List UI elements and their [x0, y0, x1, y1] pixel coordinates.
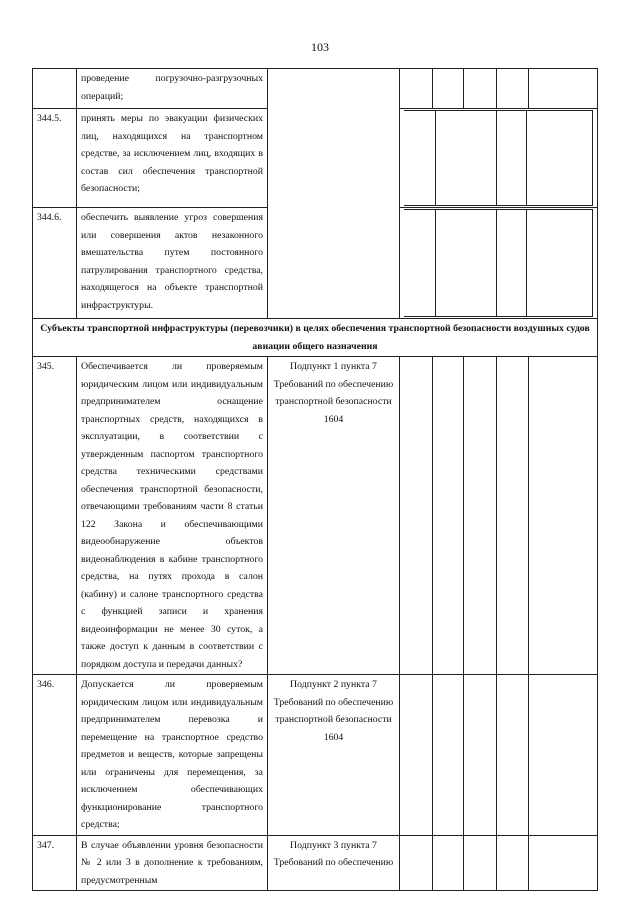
requirements-table [32, 68, 598, 891]
answer-cell [400, 675, 433, 836]
answer-cell [497, 357, 529, 675]
question-text: проведение погрузочно-разгрузочных операций; [77, 69, 268, 109]
answer-cell [529, 357, 598, 675]
answer-cell [464, 835, 497, 891]
requirement-reference: Подпункт 1 пункта 7 Требований по обеспечению транспортной безопасности 1604 [268, 357, 400, 675]
question-text: Обеспечивается ли проверяемым юридическим лицом или индивидуальным предпринимателем оснащение транспортных средств, находящихся в эксплуатации, в соответствии с утвержденным паспортом транспортного средства техническими средствами обеспечения транспортной безопасности, отвечающими требованиям части 8 статьи 122 Закона и обеспечивающими видеообнаружение объектов видеонаблюдения в кабине транспортного средства, на путях прохода в салон (кабину) и салоне транспортного средства с функцией записи и хранения видеоинформации не менее 30 суток, а также доступ к данным в соответствии с порядком доступа и передачи данных? [77, 357, 268, 675]
answer-cell [404, 111, 436, 206]
question-text: принять меры по эвакуации физических лиц, находящихся на транспортном средстве, за исключением лиц, входящих в состав сил обеспечения транспортной безопасности; [77, 109, 268, 208]
answer-cell [464, 69, 497, 109]
answer-cell [464, 675, 497, 836]
answer-cell [464, 357, 497, 675]
answer-cell [497, 675, 529, 836]
row-number: 344.5. [33, 109, 77, 208]
row-number: 344.6. [33, 208, 77, 319]
answer-cell [496, 111, 527, 206]
answer-cell [400, 835, 433, 891]
row-number: 346. [33, 675, 77, 836]
answer-cell [400, 69, 433, 109]
answer-cells [400, 208, 598, 319]
answer-cell [529, 69, 598, 109]
answer-cell [436, 111, 497, 206]
answer-cell [433, 357, 464, 675]
table-row [33, 69, 598, 109]
answer-cell [433, 835, 464, 891]
section-title: Субъекты транспортной инфраструктуры (перевозчики) в целях обеспечения транспортной безопасности воздушных судов авиации общего назначения [33, 319, 598, 357]
question-text: Допускается ли проверяемым юридическим лицом или индивидуальным предпринимателем перевозка и перемещение на транспортное средство предметов и веществ, которые запрещены или ограничены для перемещения, за исключением обеспечивающих функционирование транспортного средства; [77, 675, 268, 836]
requirement-reference [268, 69, 400, 319]
answer-cell [529, 835, 598, 891]
section-row [33, 319, 598, 357]
answer-cell [404, 210, 436, 317]
table-row [33, 675, 598, 836]
question-text: обеспечить выявление угроз совершения или совершения актов незаконного вмешательства путем постоянного патрулирования транспортного средства, находящегося на объекте транспортной инфраструктуры. [77, 208, 268, 319]
answer-cell [527, 210, 593, 317]
requirement-reference: Подпункт 3 пункта 7 Требований по обеспечению [268, 835, 400, 891]
answer-cell [496, 210, 527, 317]
answer-cell [433, 69, 464, 109]
answer-cell [436, 210, 497, 317]
page-number: 103 [311, 40, 329, 54]
question-text: В случае объявлении уровня безопасности № 2 или 3 в дополнение к требованиям, предусмотренным [77, 835, 268, 891]
row-number: 347. [33, 835, 77, 891]
answer-cell [529, 675, 598, 836]
table-row [33, 835, 598, 891]
answer-cells [400, 109, 598, 208]
answer-cell [527, 111, 593, 206]
answer-cell [497, 69, 529, 109]
answer-cell [497, 835, 529, 891]
answer-cell [433, 675, 464, 836]
answer-cell [400, 357, 433, 675]
table-row [33, 357, 598, 675]
requirement-reference: Подпункт 2 пункта 7 Требований по обеспечению транспортной безопасности 1604 [268, 675, 400, 836]
row-number: 345. [33, 357, 77, 675]
row-number [33, 69, 77, 109]
